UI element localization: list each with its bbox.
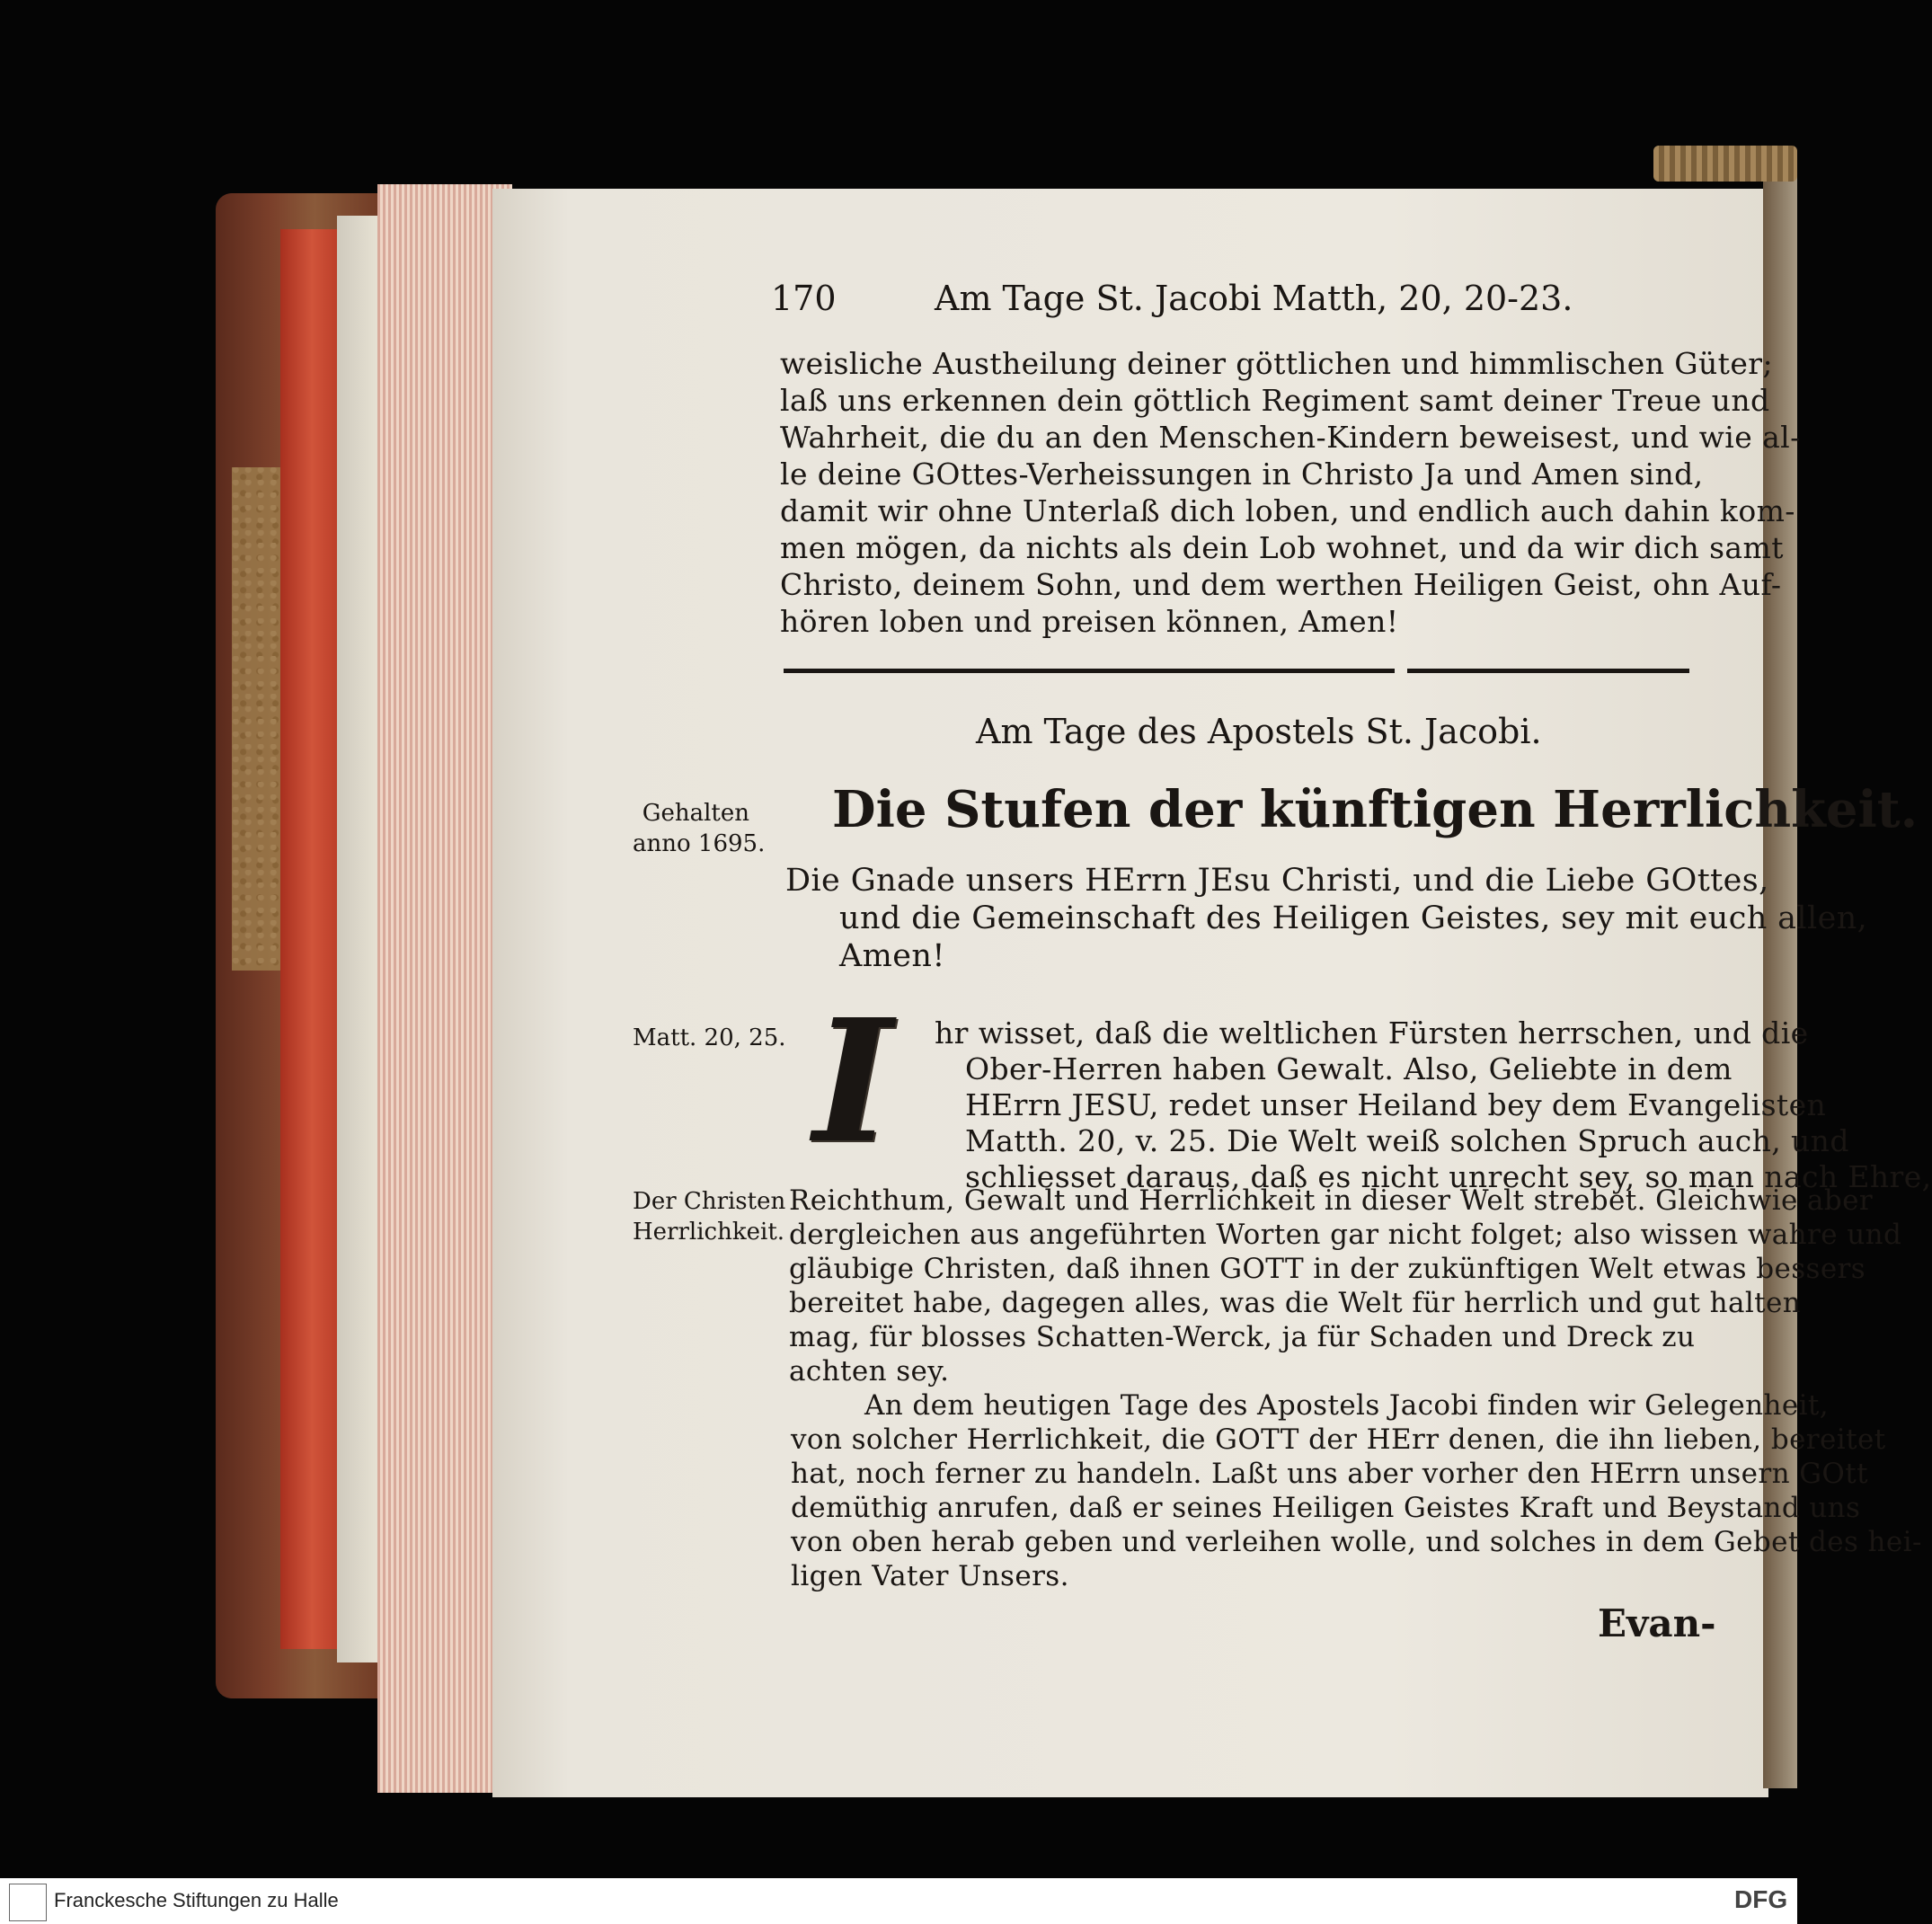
red-page-edge [280, 229, 343, 1649]
prayer-line: damit wir ohne Unterlaß dich loben, und endlich auch dahin kom- [780, 493, 1795, 528]
decorated-initial: I [813, 982, 892, 1181]
body-line: hat, noch ferner zu handeln. Laßt uns aber vorher den HErrn unsern GOtt [791, 1458, 1868, 1490]
body-line: achten sey. [789, 1355, 950, 1388]
body-line: Reichthum, Gewalt und Herrlichkeit in dieser Welt strebet. Gleichwie aber [789, 1184, 1874, 1217]
intro-line: Matth. 20, v. 25. Die Welt weiß solchen Spruch auch, und [965, 1123, 1849, 1158]
section-title: Die Stufen der künftigen Herrlichkeit. [832, 780, 1919, 839]
prayer-line: men mögen, da nichts als dein Lob wohnet, und da wir dich samt [780, 530, 1784, 565]
body-line: mag, für blosses Schatten-Werck, ja für Schaden und Dreck zu [789, 1321, 1696, 1353]
section-divider [1407, 669, 1689, 673]
prayer-line: Wahrheit, die du an den Menschen-Kindern beweisest, und wie al- [780, 420, 1801, 455]
prayer-line: weisliche Austheilung deiner göttlichen und himmlischen Güter; [780, 346, 1773, 381]
headband [1653, 146, 1797, 182]
body-line: demüthig anrufen, daß er seines Heiligen Geistes Kraft und Beystand uns [791, 1492, 1861, 1524]
body-line: ligen Vater Unsers. [791, 1560, 1069, 1592]
body-line: dergleichen aus angeführten Worten gar nicht folget; also wissen wahre und [789, 1219, 1902, 1251]
margin-note-christen: Der Christen [633, 1188, 786, 1215]
intro-line: Ober-Herren haben Gewalt. Also, Geliebte in dem [965, 1051, 1733, 1086]
section-subtitle: Am Tage des Apostels St. Jacobi. [976, 712, 1542, 751]
margin-note-held: Gehalten [642, 800, 749, 827]
prayer-line: Christo, deinem Sohn, und dem werthen Heiligen Geist, ohn Auf- [780, 567, 1782, 602]
section-divider [784, 669, 1395, 673]
intro-line: schliesset daraus, daß es nicht unrecht sey, so man nach Ehre, [965, 1159, 1932, 1194]
prayer-line: hören loben und preisen können, Amen! [780, 604, 1399, 639]
margin-note-year: anno 1695. [633, 830, 766, 857]
body-line: gläubige Christen, daß ihnen GOTT in der zukünftigen Welt etwas bessers [789, 1253, 1866, 1285]
body-line: von solcher Herrlichkeit, die GOTT der HErr denen, die ihn lieben, bereitet [791, 1423, 1886, 1456]
institution-name: Franckesche Stiftungen zu Halle [54, 1889, 339, 1911]
body-line: bereitet habe, dagegen alles, was die Welt für herrlich und gut halten [789, 1287, 1802, 1319]
catchword: Evan- [1598, 1601, 1716, 1645]
institution-logo-icon [9, 1884, 47, 1921]
dfg-logo: DFG [1734, 1885, 1788, 1913]
margin-note-herrlichkeit: Herrlichkeit. [633, 1219, 785, 1246]
body-line: von oben herab geben und verleihen wolle, und solches in dem Gebet des hei- [791, 1526, 1922, 1558]
running-title: Am Tage St. Jacobi Matth, 20, 20-23. [935, 279, 1573, 318]
greeting-line: Amen! [839, 938, 945, 974]
greeting-line: Die Gnade unsers HErrn JEsu Christi, und die Liebe GOttes, [785, 863, 1769, 899]
prayer-line: laß uns erkennen dein göttlich Regiment samt deiner Treue und [780, 383, 1770, 418]
greeting-line: und die Gemeinschaft des Heiligen Geistes, sey mit euch allen, [839, 900, 1868, 936]
body-line: An dem heutigen Tage des Apostels Jacobi finden wir Gelegenheit, [864, 1389, 1830, 1422]
prayer-line: le deine GOttes-Verheissungen in Christo Ja und Amen sind, [780, 457, 1704, 492]
intro-line: hr wisset, daß die weltlichen Fürsten herrschen, und die [935, 1015, 1809, 1051]
intro-line: HErrn JESU, redet unser Heiland bey dem Evangelisten [965, 1087, 1827, 1122]
page-number: 170 [771, 279, 837, 318]
margin-note-reference: Matt. 20, 25. [633, 1024, 786, 1051]
endpaper [337, 216, 377, 1662]
